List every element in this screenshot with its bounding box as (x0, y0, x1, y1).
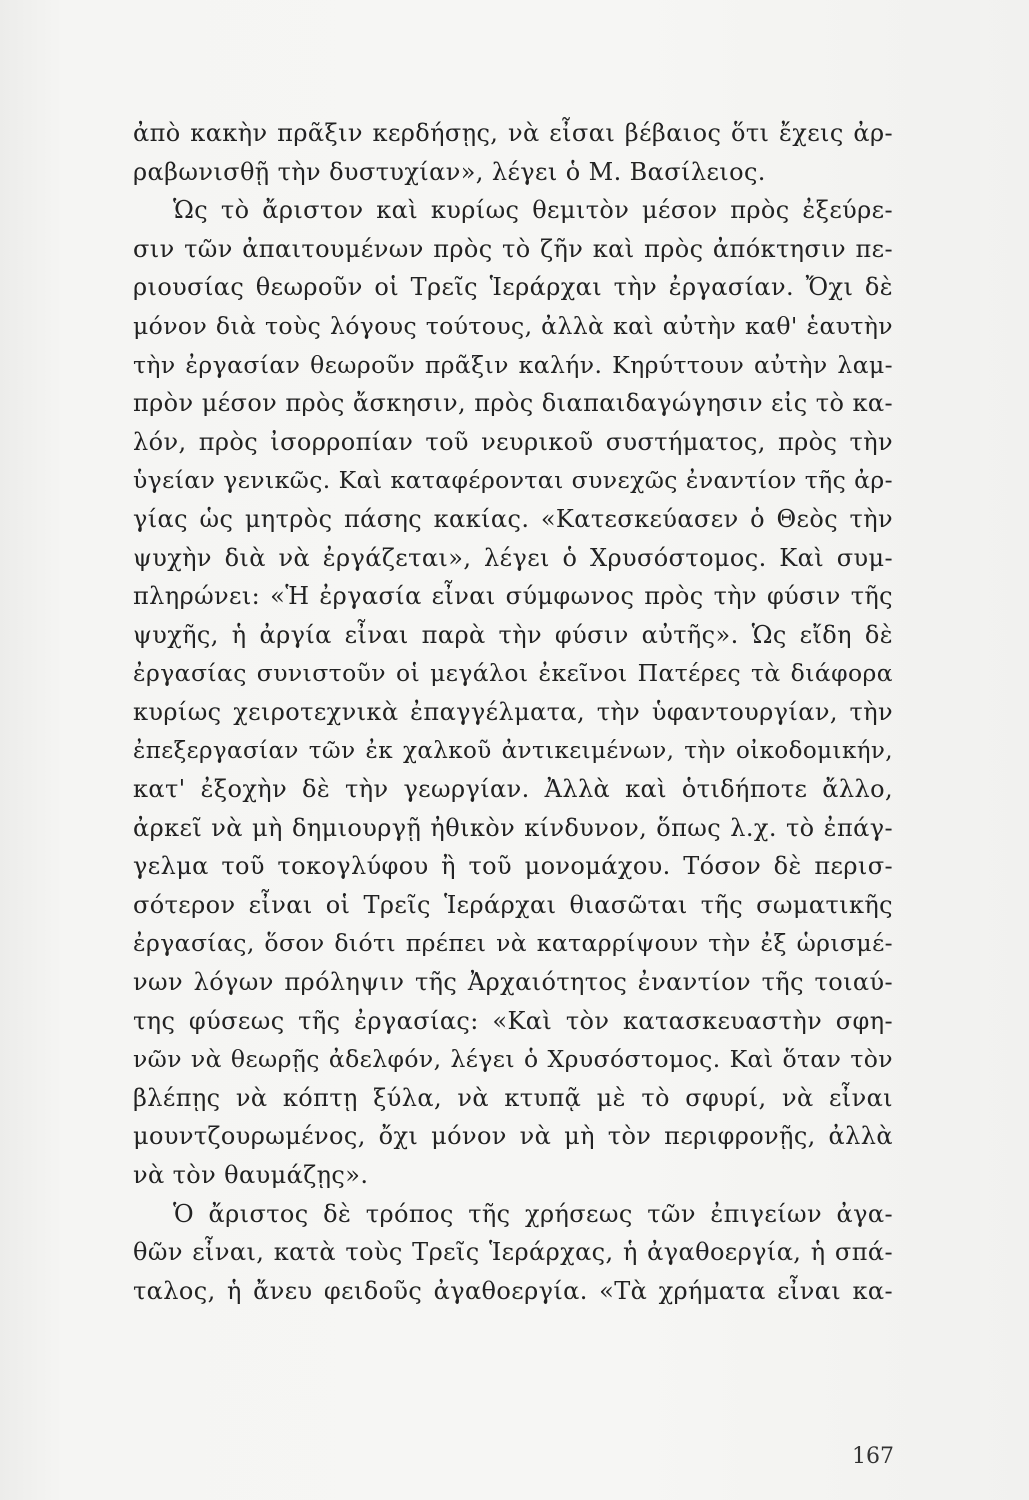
text-line-14: ψυχῆς, ἡ ἀργία εἶναι παρὰ τὴν φύσιν αὐτῆς». Ὡς εἴδη δὲ (133, 620, 893, 649)
body-text (133, 114, 893, 1310)
text-line-18: κατ' ἐξοχὴν δὲ τὴν γεωργίαν. Ἀλλὰ καὶ ὁτιδήποτε ἄλλο, (133, 775, 893, 804)
text-line-29: Ὁ ἄριστος δὲ τρόπος τῆς χρήσεως τῶν ἐπιγείων ἀγα- (173, 1199, 893, 1228)
text-line-16: κυρίως χειροτεχνικὰ ἐπαγγέλματα, τὴν ὑφαντουργίαν, τὴν (133, 697, 893, 726)
text-line-17: ἐπεξεργασίαν τῶν ἐκ χαλκοῦ ἀντικειμένων, τὴν οἰκοδομικήν, (133, 737, 893, 764)
text-line-24: της φύσεως τῆς ἐργασίας: «Καὶ τὸν κατασκευαστὴν σφη- (133, 1006, 893, 1035)
text-line-27: μουντζουρωμένος, ὄχι μόνον νὰ μὴ τὸν περιφρονῇς, ἀλλὰ (133, 1122, 893, 1151)
page-number: 167 (852, 1444, 894, 1469)
text-line-13: πληρώνει: «Ἡ ἐργασία εἶναι σύμφωνος πρὸς τὴν φύσιν τῆς (133, 582, 893, 611)
text-line-21: σότερον εἶναι οἱ Τρεῖς Ἱεράρχαι θιασῶται τῆς σωματικῆς (133, 890, 893, 919)
text-line-3: Ὡς τὸ ἄριστον καὶ κυρίως θεμιτὸν μέσον πρὸς ἐξεύρε- (173, 196, 893, 225)
text-line-30: θῶν εἶναι, κατὰ τοὺς Τρεῖς Ἱεράρχας, ἡ ἀγαθοεργία, ἡ σπά- (133, 1238, 893, 1267)
text-line-8: πρὸν μέσον πρὸς ἄσκησιν, πρὸς διαπαιδαγώγησιν εἰς τὸ κα- (133, 389, 893, 418)
text-line-19: ἀρκεῖ νὰ μὴ δημιουργῇ ἠθικὸν κίνδυνον, ὅπως λ.χ. τὸ ἐπάγ- (133, 813, 893, 842)
text-line-12: ψυχὴν διὰ νὰ ἐργάζεται», λέγει ὁ Χρυσόστομος. Καὶ συμ- (133, 543, 893, 572)
text-line-22: ἐργασίας, ὅσον διότι πρέπει νὰ καταρρίψουν τὴν ἐξ ὡρισμέ- (133, 929, 893, 958)
text-line-26: βλέπῃς νὰ κόπτῃ ξύλα, νὰ κτυπᾷ μὲ τὸ σφυρί, νὰ εἶναι (133, 1083, 893, 1112)
text-line-23: νων λόγων πρόληψιν τῆς Ἀρχαιότητος ἐναντίον τῆς τοιαύ- (133, 968, 893, 997)
text-line-6: μόνον διὰ τοὺς λόγους τούτους, ἀλλὰ καὶ αὐτὴν καθ' ἑαυτὴν (133, 311, 893, 340)
text-line-9: λόν, πρὸς ἰσορροπίαν τοῦ νευρικοῦ συστήματος, πρὸς τὴν (133, 427, 893, 456)
text-line-25: νῶν νὰ θεωρῇς ἀδελφόν, λέγει ὁ Χρυσόστομος. Καὶ ὅταν τὸν (133, 1045, 893, 1074)
text-line-1: ἀπὸ κακὴν πρᾶξιν κερδήσῃς, νὰ εἶσαι βέβαιος ὅτι ἔχεις ἀρ- (133, 119, 893, 147)
text-line-31: ταλος, ἡ ἄνευ φειδοῦς ἀγαθοεργία. «Τὰ χρήματα εἶναι κα- (133, 1276, 893, 1305)
text-line-2: ραβωνισθῇ τὴν δυστυχίαν», λέγει ὁ Μ. Βασίλειος. (133, 157, 766, 186)
text-line-15: ἐργασίας συνιστοῦν οἱ μεγάλοι ἐκεῖνοι Πατέρες τὰ διάφορα (133, 659, 893, 688)
text-line-11: γίας ὡς μητρὸς πάσης κακίας. «Κατεσκεύασεν ὁ Θεὸς τὴν (133, 504, 893, 533)
text-line-20: γελμα τοῦ τοκογλύφου ἢ τοῦ μονομάχου. Τόσον δὲ περισ- (133, 852, 893, 881)
text-line-4: σιν τῶν ἀπαιτουμένων πρὸς τὸ ζῆν καὶ πρὸς ἀπόκτησιν πε- (133, 234, 893, 263)
text-line-28: νὰ τὸν θαυμάζῃς». (133, 1161, 369, 1190)
text-line-10: ὑγείαν γενικῶς. Καὶ καταφέρονται συνεχῶς ἐναντίον τῆς ἀρ- (133, 466, 893, 495)
text-line-5: ριουσίας θεωροῦν οἱ Τρεῖς Ἱεράρχαι τὴν ἐργασίαν. Ὄχι δὲ (133, 273, 893, 302)
text-line-7: τὴν ἐργασίαν θεωροῦν πρᾶξιν καλήν. Κηρύττουν αὐτὴν λαμ- (133, 350, 893, 379)
